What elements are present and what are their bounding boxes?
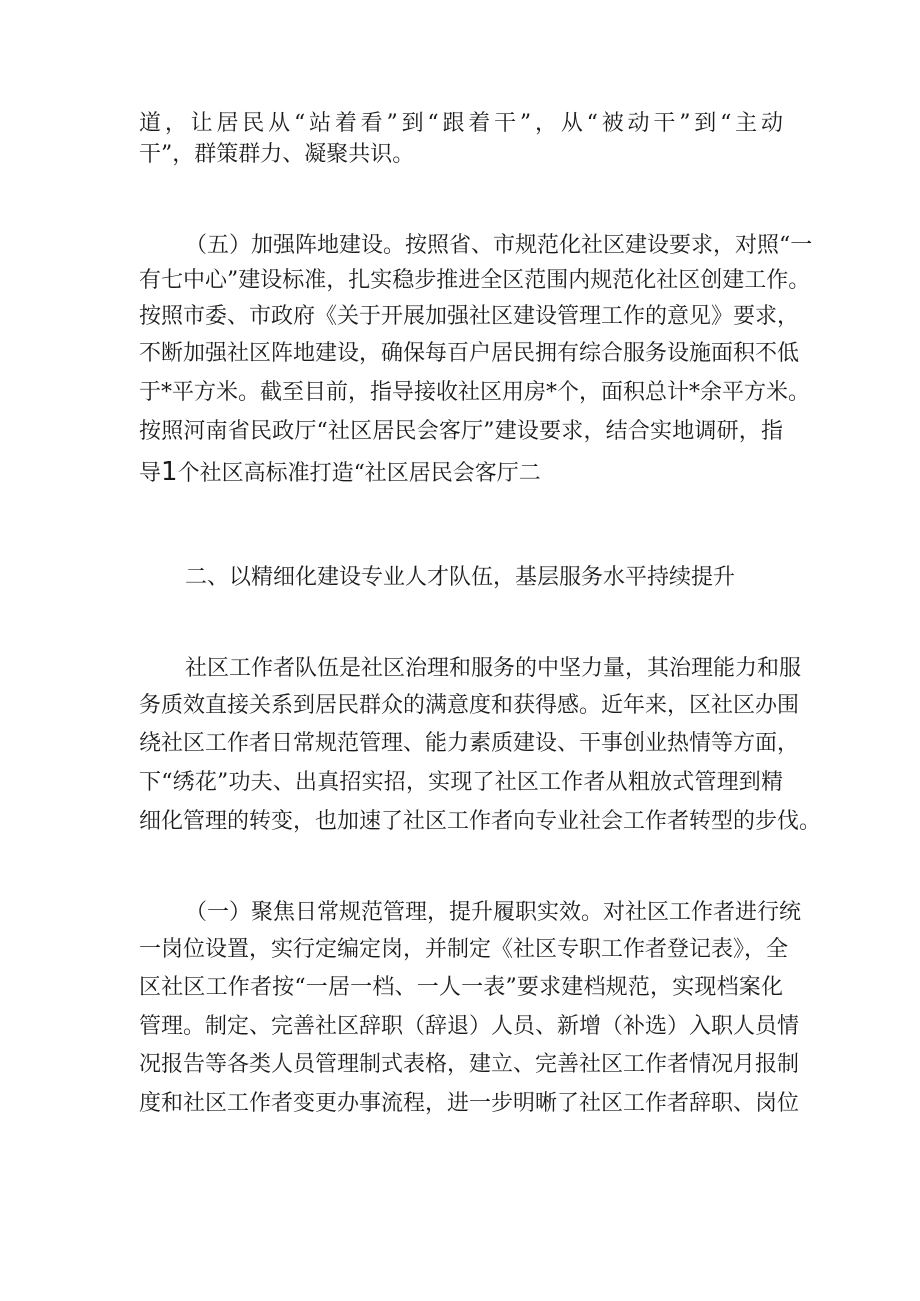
text-line: 一岗位设置，实行定编定岗，并制定《社区专职工作者登记表》，全: [139, 937, 789, 962]
text-line: 区社区工作者按“一居一档、一人一表”要求建档规范，实现档案化: [139, 975, 783, 1000]
text-line: 下“绣花”功夫、出真招实招，实现了社区工作者从粗放式管理到精: [139, 770, 783, 795]
text-line: 按照河南省民政厅“社区居民会客厅”建设要求，结合实地调研，指: [139, 419, 783, 444]
text-line: 况报告等各类人员管理制式表格，建立、完善社区工作者情况月报制: [139, 1052, 800, 1077]
text-line: 务质效直接关系到居民群众的满意度和获得感。近年来，区社区办围: [139, 693, 800, 718]
text-span: 个社区高标准打造“社区居民会客厅二: [177, 461, 541, 486]
text-line: 度和社区工作者变更办事流程，进一步明晰了社区工作者辞职、岗位: [139, 1091, 800, 1116]
text-line: [139, 457, 783, 489]
text-line: 不断加强社区阵地建设，确保每百户居民拥有综合服务设施面积不低: [139, 341, 800, 366]
text-line: 于*平方米。截至目前，指导接收社区用房*个，面积总计*余平方米。: [139, 380, 811, 405]
text-line: 干”，群策群力、凝聚共识。: [139, 142, 415, 167]
text-line: 有七中心”建设标准，扎实稳步推进全区范围内规范化社区创建工作。: [139, 268, 811, 293]
text-line: 社区工作者队伍是社区治理和服务的中坚力量，其治理能力和服: [185, 656, 802, 681]
section-heading: 二、以精细化建设专业人才队伍，基层服务水平持续提升: [185, 565, 736, 590]
text-line: 道，让居民从“站着看”到“跟着干”，从“被动干”到“主动: [139, 111, 783, 136]
text-line: （五）加强阵地建设。按照省、市规范化社区建设要求，对照“一: [185, 233, 813, 258]
text-line: 管理。制定、完善社区辞职（辞退）人员、新增（补选）入职人员情: [139, 1014, 800, 1039]
text-line: 绕社区工作者日常规范管理、能力素质建设、干事创业热情等方面，: [139, 731, 800, 756]
text-line: （一）聚焦日常规范管理，提升履职实效。对社区工作者进行统: [185, 900, 802, 925]
text-line: 细化管理的转变，也加速了社区工作者向专业社会工作者转型的步伐。: [139, 809, 822, 834]
text-line: 按照市委、市政府《关于开展加强社区建设管理工作的意见》要求，: [139, 304, 800, 329]
text-span: 导: [139, 461, 162, 486]
count-number: 1: [161, 457, 178, 487]
